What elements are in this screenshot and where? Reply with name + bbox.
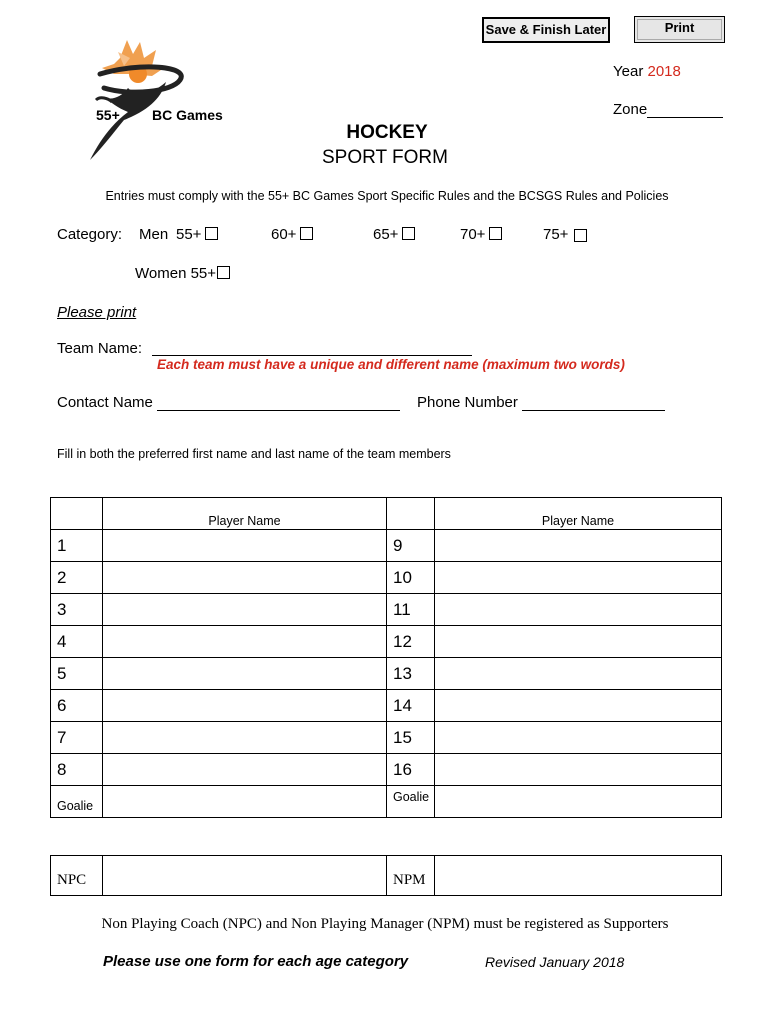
supporters-note: Non Playing Coach (NPC) and Non Playing Manager (NPM) must be registered as Supporters [101, 916, 669, 932]
team-name-note: Each team must have a unique and different name (maximum two words) [157, 357, 625, 372]
men-60-option[interactable] [271, 226, 313, 243]
contact-name-field [57, 394, 400, 411]
women-label: Women [135, 265, 187, 282]
team-name-input[interactable] [152, 355, 472, 356]
player-number: 9 [387, 530, 435, 562]
table-row [51, 658, 722, 690]
player-name-header: Player Name [435, 498, 722, 530]
men-55-option[interactable] [176, 226, 218, 243]
table-row [51, 722, 722, 754]
year-field [613, 63, 681, 80]
player-name-input[interactable] [435, 722, 722, 754]
goalie-name-input[interactable] [435, 786, 722, 818]
table-row [51, 594, 722, 626]
player-name-input[interactable] [103, 658, 387, 690]
player-number: 6 [51, 690, 103, 722]
player-number: 2 [51, 562, 103, 594]
checkbox[interactable] [402, 227, 415, 240]
blank-cell [51, 498, 103, 530]
men-75-option[interactable] [543, 226, 587, 243]
player-name-input[interactable] [103, 594, 387, 626]
goalie-name-input[interactable] [103, 786, 387, 818]
checkbox[interactable] [205, 227, 218, 240]
player-number: 14 [387, 690, 435, 722]
year-value[interactable]: 2018 [647, 63, 681, 80]
player-number: 1 [51, 530, 103, 562]
option-label: 65+ [373, 226, 399, 243]
player-number: 4 [51, 626, 103, 658]
one-form-note: Please use one form for each age category [103, 953, 409, 970]
player-number: 7 [51, 722, 103, 754]
page-subtitle: SPORT FORM [322, 147, 448, 168]
player-name-input[interactable] [435, 690, 722, 722]
checkbox[interactable] [300, 227, 313, 240]
print-button[interactable]: Print [634, 16, 725, 43]
table-header-row [51, 498, 722, 530]
player-name-input[interactable] [103, 722, 387, 754]
checkbox[interactable] [217, 266, 230, 279]
option-label: 75+ [543, 226, 569, 243]
option-label: 70+ [460, 226, 486, 243]
player-number: 11 [387, 594, 435, 626]
option-label: 55+ [190, 265, 217, 282]
player-number: 15 [387, 722, 435, 754]
phone-number-field [417, 394, 665, 411]
table-row [51, 856, 722, 896]
staff-table [50, 855, 722, 896]
men-label: Men [139, 226, 169, 243]
player-number: 10 [387, 562, 435, 594]
page-title: HOCKEY [346, 122, 428, 143]
player-name-input[interactable] [435, 530, 722, 562]
player-number: 3 [51, 594, 103, 626]
player-name-header: Player Name [103, 498, 387, 530]
player-name-input[interactable] [435, 594, 722, 626]
npm-name-input[interactable] [435, 856, 722, 896]
player-number: 8 [51, 754, 103, 786]
table-row [51, 754, 722, 786]
option-label: 60+ [271, 226, 297, 243]
team-name-label: Team Name: [57, 340, 143, 357]
women-55-option[interactable] [135, 265, 230, 282]
checkbox[interactable] [489, 227, 502, 240]
zone-field [613, 101, 723, 118]
player-name-input[interactable] [435, 658, 722, 690]
bc-games-logo [80, 36, 250, 164]
player-name-input[interactable] [103, 530, 387, 562]
logo-text: BC Games [152, 107, 223, 123]
player-number: 12 [387, 626, 435, 658]
npc-name-input[interactable] [103, 856, 387, 896]
phone-number-input[interactable] [522, 395, 665, 411]
table-row [51, 690, 722, 722]
goalie-label: Goalie [51, 786, 103, 818]
revised-date: Revised January 2018 [485, 954, 625, 970]
player-number: 16 [387, 754, 435, 786]
checkbox[interactable] [574, 229, 587, 242]
player-name-input[interactable] [435, 562, 722, 594]
team-name-field [57, 340, 142, 357]
player-number: 13 [387, 658, 435, 690]
save-finish-later-button[interactable]: Save & Finish Later [482, 17, 610, 43]
player-name-input[interactable] [103, 690, 387, 722]
fill-names-note: Fill in both the preferred first name and last name of the team members [57, 447, 451, 461]
player-number: 5 [51, 658, 103, 690]
table-row [51, 626, 722, 658]
year-label: Year [613, 63, 644, 80]
blank-cell [387, 498, 435, 530]
roster-table [50, 497, 722, 818]
contact-name-label: Contact Name [57, 394, 153, 411]
zone-label: Zone [613, 101, 648, 118]
player-name-input[interactable] [103, 754, 387, 786]
table-row [51, 562, 722, 594]
zone-input[interactable] [647, 104, 723, 118]
goalie-row [51, 786, 722, 818]
player-name-input[interactable] [103, 626, 387, 658]
men-65-option[interactable] [373, 226, 415, 243]
men-70-option[interactable] [460, 226, 502, 243]
player-name-input[interactable] [103, 562, 387, 594]
npm-label: NPM [387, 856, 435, 896]
goalie-label: Goalie [387, 786, 435, 818]
rules-text: Entries must comply with the 55+ BC Games Sport Specific Rules and the BCSGS Rules and Policies [105, 189, 669, 203]
contact-name-input[interactable] [157, 395, 400, 411]
category-label: Category: [57, 226, 123, 243]
logo-number: 55+ [96, 107, 120, 123]
npc-label: NPC [51, 856, 103, 896]
please-print-note: Please print [57, 304, 137, 321]
option-label: 55+ [176, 226, 202, 243]
phone-number-label: Phone Number [417, 394, 518, 411]
table-row [51, 530, 722, 562]
player-name-input[interactable] [435, 754, 722, 786]
player-name-input[interactable] [435, 626, 722, 658]
